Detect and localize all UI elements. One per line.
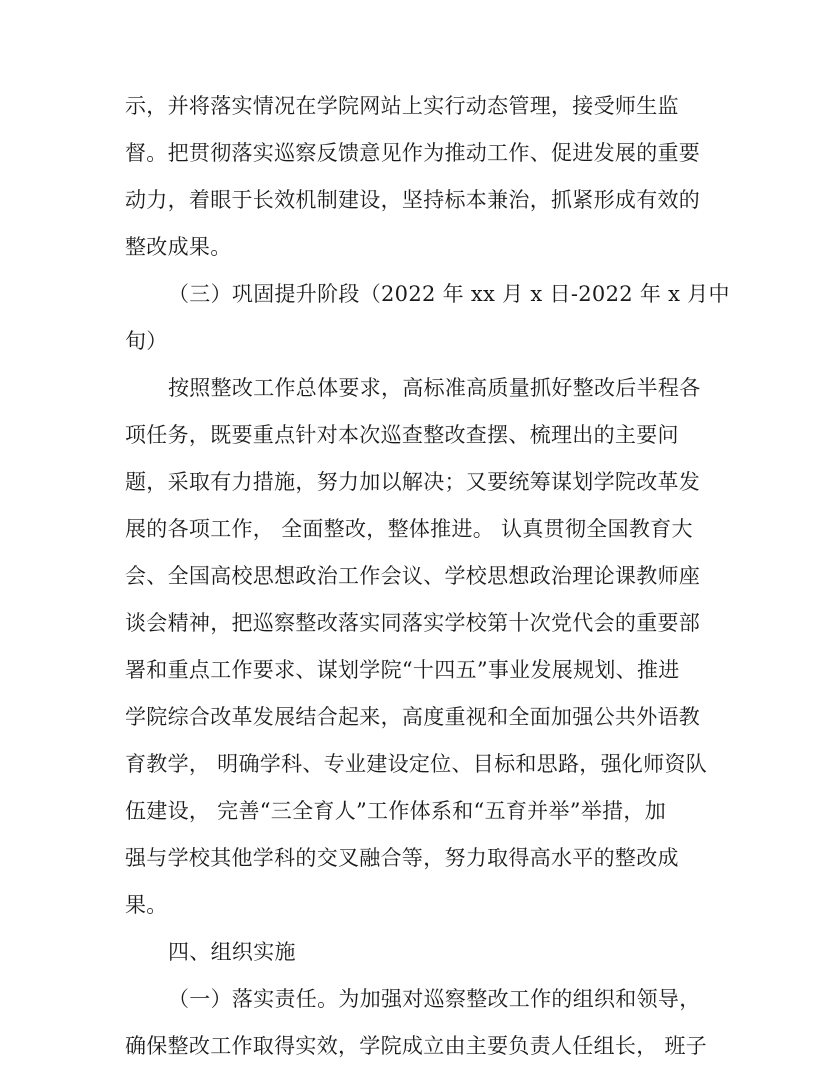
paragraph-line: 督。把贯彻落实巡察反馈意见作为推动工作、促进发展的重要 (125, 141, 701, 165)
section-heading-line: （三）巩固提升阶段（2022 年 xx 月 x 日-2022 年 x 月中 (168, 282, 730, 306)
paragraph-line: 学院综合改革发展结合起来，高度重视和全面加强公共外语教 (125, 705, 701, 729)
paragraph-line: 果。 (125, 893, 168, 917)
section-heading-line: 旬） (125, 329, 168, 353)
paragraph-line: 会、全国高校思想政治工作会议、学校思想政治理论课教师座 (125, 564, 701, 588)
paragraph-line: 题，采取有力措施，努力加以解决；又要统筹谋划学院改革发 (125, 470, 701, 494)
paragraph-line: 谈会精神，把巡察整改落实同落实学校第十次党代会的重要部 (125, 611, 701, 635)
paragraph-line: 伍建设， 完善“三全育人”工作体系和“五育并举”举措，加 (125, 799, 667, 823)
paragraph-line: 按照整改工作总体要求，高标准高质量抓好整改后半程各 (168, 376, 701, 400)
paragraph-line: 确保整改工作取得实效，学院成立由主要负责人任组长， 班子 (125, 1034, 708, 1058)
paragraph-line: 示，并将落实情况在学院网站上实行动态管理，接受师生监 (125, 94, 679, 118)
paragraph-line: 项任务，既要重点针对本次巡查整改查摆、梳理出的主要问 (125, 423, 679, 447)
paragraph-line: 强与学校其他学科的交叉融合等，努力取得高水平的整改成 (125, 846, 679, 870)
paragraph-line: 整改成果。 (125, 235, 232, 259)
paragraph-line: 展的各项工作， 全面整改，整体推进。 认真贯彻全国教育大 (125, 517, 693, 541)
paragraph-line: 育教学， 明确学科、专业建设定位、目标和思路，强化师资队 (125, 752, 708, 776)
paragraph-line: 动力，着眼于长效机制建设，坚持标本兼治，抓紧形成有效的 (125, 188, 701, 212)
paragraph-line: （一）落实责任。为加强对巡察整改工作的组织和领导， (168, 987, 701, 1011)
section-heading: 四、组织实施 (168, 940, 296, 964)
paragraph-line: 署和重点工作要求、谋划学院“十四五”事业发展规划、推进 (125, 658, 680, 682)
